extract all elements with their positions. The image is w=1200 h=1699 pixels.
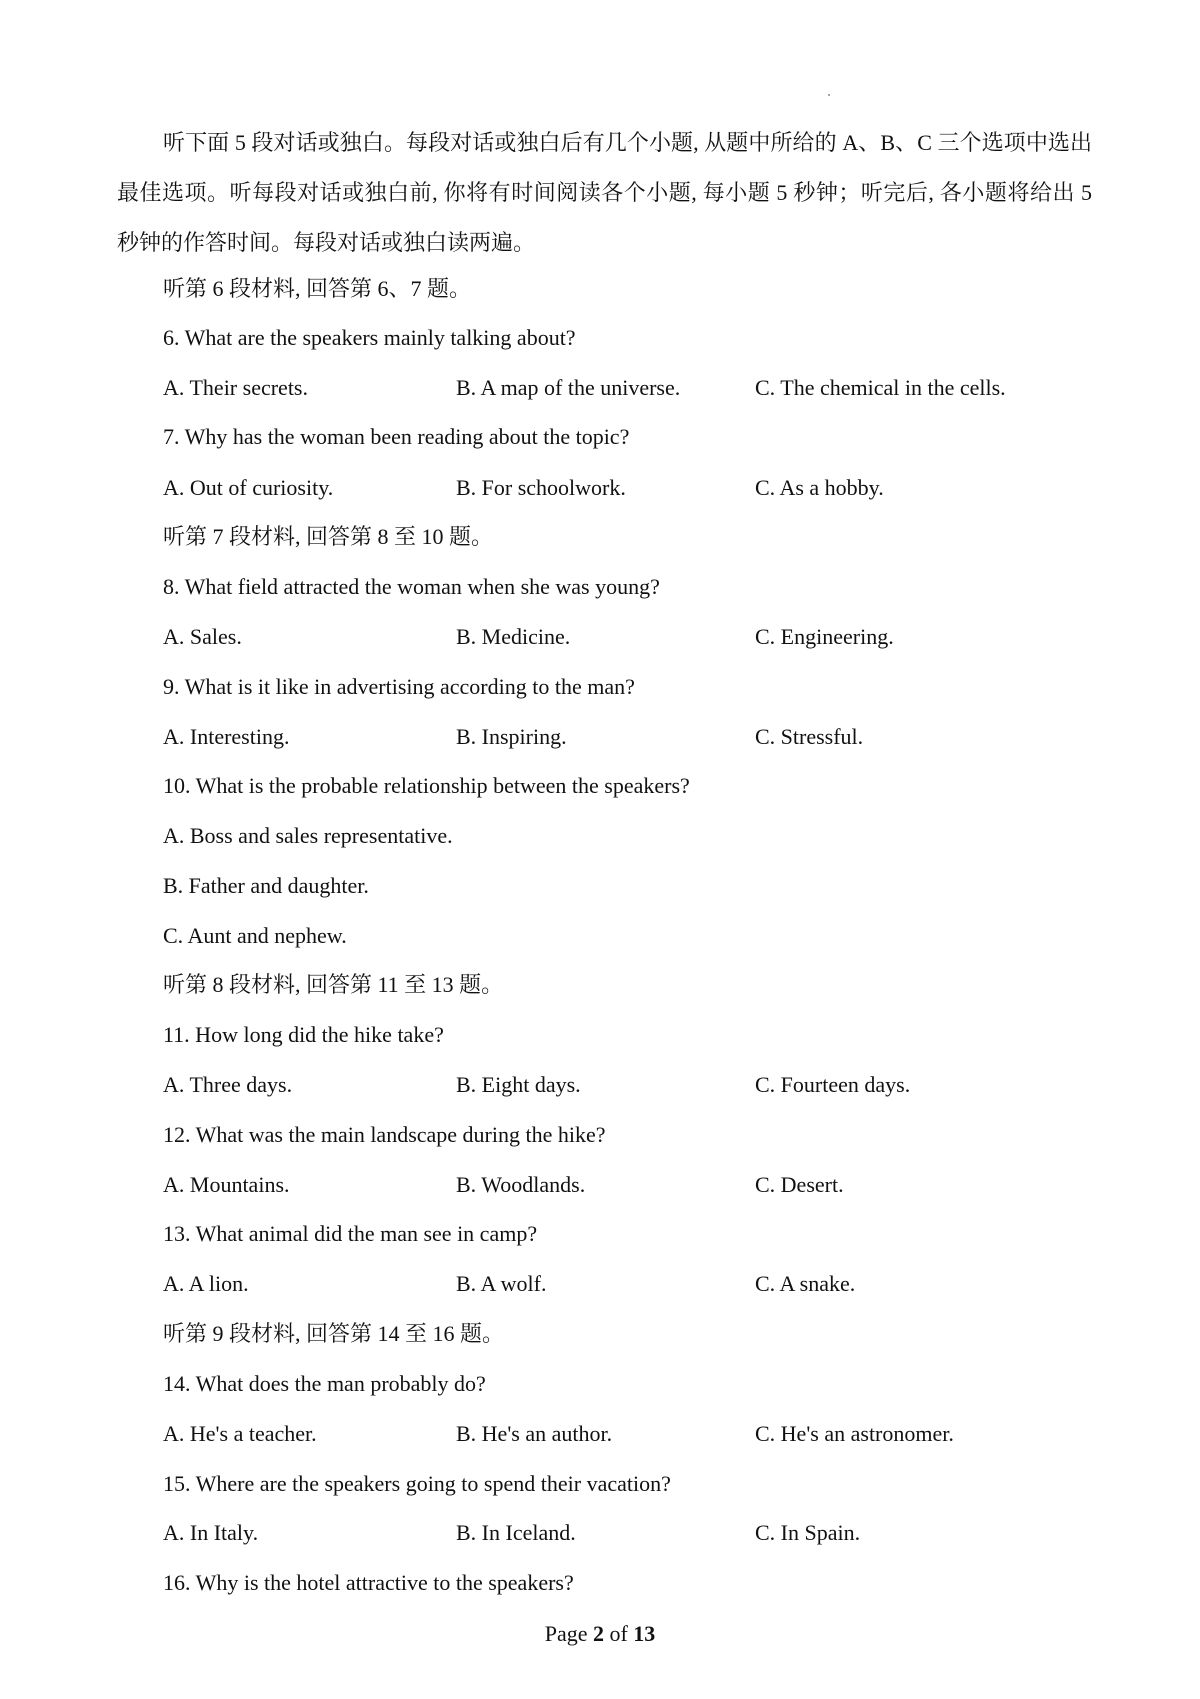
question-6-options xyxy=(163,373,1083,403)
question-10-option-b[interactable]: B. Father and daughter. xyxy=(163,873,369,898)
question-10-option-c[interactable]: C. Aunt and nephew. xyxy=(163,923,347,948)
question-9-stem: 9. What is it like in advertising according to the man? xyxy=(163,674,635,699)
question-6-option-c[interactable]: C. The chemical in the cells. xyxy=(755,375,1006,400)
question-11-option-c[interactable]: C. Fourteen days. xyxy=(755,1072,911,1097)
question-14-options xyxy=(163,1419,1083,1449)
section-8-heading: 听第 8 段材料, 回答第 11 至 13 题。 xyxy=(163,972,504,997)
question-13-options xyxy=(163,1269,1083,1299)
question-6-option-a[interactable]: A. Their secrets. xyxy=(163,375,308,400)
question-15-stem: 15. Where are the speakers going to spend their vacation? xyxy=(163,1471,671,1496)
question-8-option-b[interactable]: B. Medicine. xyxy=(456,624,571,649)
footer-total-pages: 13 xyxy=(633,1621,656,1646)
question-7-options xyxy=(163,473,1083,503)
question-10-stem: 10. What is the probable relationship between the speakers? xyxy=(163,773,690,798)
question-8-options xyxy=(163,622,1083,652)
question-13-option-b[interactable]: B. A wolf. xyxy=(456,1271,547,1296)
question-6-stem: 6. What are the speakers mainly talking about? xyxy=(163,325,576,350)
question-12-option-a[interactable]: A. Mountains. xyxy=(163,1172,290,1197)
question-9-options xyxy=(163,722,1083,752)
question-14-option-a[interactable]: A. He's a teacher. xyxy=(163,1421,317,1446)
question-6-option-b[interactable]: B. A map of the universe. xyxy=(456,375,681,400)
question-9-option-b[interactable]: B. Inspiring. xyxy=(456,724,567,749)
footer-current-page: 2 xyxy=(592,1621,604,1646)
question-14-option-c[interactable]: C. He's an astronomer. xyxy=(755,1421,954,1446)
question-10-option-a[interactable]: A. Boss and sales representative. xyxy=(163,823,453,848)
question-8-option-c[interactable]: C. Engineering. xyxy=(755,624,894,649)
page-footer xyxy=(0,1619,1200,1649)
section-7-heading: 听第 7 段材料, 回答第 8 至 10 题。 xyxy=(163,524,494,549)
question-15-options xyxy=(163,1518,1083,1548)
section-9-heading: 听第 9 段材料, 回答第 14 至 16 题。 xyxy=(163,1321,505,1346)
question-11-stem: 11. How long did the hike take? xyxy=(163,1022,444,1047)
listening-instructions: 听下面 5 段对话或独白。每段对话或独白后有几个小题, 从题中所给的 A、B、C 三个选项中选出最佳选项。听每段对话或独白前, 你将有时间阅读各个小题, 每小题 5 秒钟；听完后, 各小题将给出 5 秒钟的作答时间。每段对话或独白读两遍。 xyxy=(117,130,1092,255)
question-14-option-b[interactable]: B. He's an author. xyxy=(456,1421,613,1446)
scan-dot xyxy=(828,94,830,96)
question-15-option-c[interactable]: C. In Spain. xyxy=(755,1520,861,1545)
question-7-stem: 7. Why has the woman been reading about the topic? xyxy=(163,424,630,449)
question-11-options xyxy=(163,1070,1083,1100)
question-13-option-c[interactable]: C. A snake. xyxy=(755,1271,856,1296)
question-12-stem: 12. What was the main landscape during the hike? xyxy=(163,1122,606,1147)
question-14-stem: 14. What does the man probably do? xyxy=(163,1371,486,1396)
question-12-option-b[interactable]: B. Woodlands. xyxy=(456,1172,586,1197)
question-9-option-a[interactable]: A. Interesting. xyxy=(163,724,290,749)
question-7-option-a[interactable]: A. Out of curiosity. xyxy=(163,475,334,500)
question-9-option-c[interactable]: C. Stressful. xyxy=(755,724,864,749)
question-13-stem: 13. What animal did the man see in camp? xyxy=(163,1221,538,1246)
question-7-option-b[interactable]: B. For schoolwork. xyxy=(456,475,626,500)
question-8-stem: 8. What field attracted the woman when she was young? xyxy=(163,574,660,599)
question-11-option-b[interactable]: B. Eight days. xyxy=(456,1072,581,1097)
question-12-option-c[interactable]: C. Desert. xyxy=(755,1172,844,1197)
section-6-heading: 听第 6 段材料, 回答第 6、7 题。 xyxy=(163,276,472,301)
question-16-stem: 16. Why is the hotel attractive to the speakers? xyxy=(163,1570,574,1595)
question-11-option-a[interactable]: A. Three days. xyxy=(163,1072,293,1097)
footer-of-label: of xyxy=(609,1621,628,1646)
question-15-option-a[interactable]: A. In Italy. xyxy=(163,1520,259,1545)
question-7-option-c[interactable]: C. As a hobby. xyxy=(755,475,884,500)
question-12-options xyxy=(163,1170,1083,1200)
question-8-option-a[interactable]: A. Sales. xyxy=(163,624,242,649)
question-15-option-b[interactable]: B. In Iceland. xyxy=(456,1520,576,1545)
footer-page-label: Page xyxy=(544,1621,588,1646)
question-13-option-a[interactable]: A. A lion. xyxy=(163,1271,249,1296)
